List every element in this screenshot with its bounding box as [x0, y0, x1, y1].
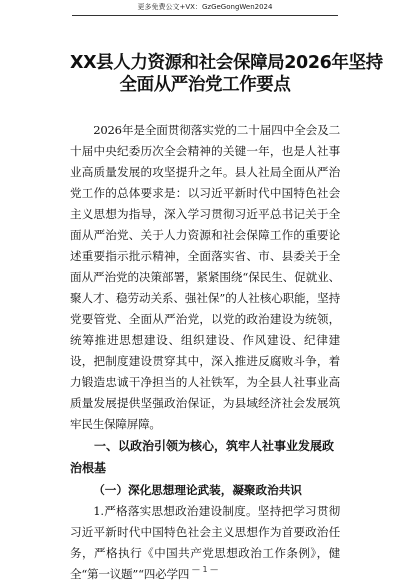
header-rule [72, 15, 338, 16]
section-heading-1: 一、以政治引领为核心，筑牢人社事业发展政治根基 [70, 439, 335, 475]
title-line-2: 全面从严治党工作要点 [119, 75, 291, 95]
subsection-heading-1: （一）深化思想理论武装，凝聚政治共识 [93, 483, 302, 497]
title-line-1: XX县人力资源和社会保障局2026年坚持 [70, 53, 383, 73]
document-title [70, 52, 383, 96]
item-1-paragraph: 1.严格落实思想政治建设制度。坚持把学习贯彻习近平新时代中国特色社会主义思想作为首要政治任务，严格执行《中国共产党思想政治工作条例》，健全“第一议题”“四必学四 [70, 504, 340, 581]
top-banner: 更多免费公文+VX：GzGeGongWen2024 [137, 3, 273, 11]
page-number: — 1 — [191, 565, 219, 574]
document-body [70, 52, 383, 585]
intro-paragraph: 2026年是全面贯彻落实党的二十届四中全会及二十届中央纪委历次全会精神的关键一年，也是人社事业高质量发展的攻坚提升之年。县人社局全面从严治党工作的总体要求是：以习近平新时代中国特色社会主义思想为指导，深入学习贯彻习近平总书记关于全面从严治党、关于人力资源和社会保障工作的重要论述重要指示批示精神，全面落实省、市、县委关于全面从严治党的决策部署，紧紧围绕“保民生、促就业、聚人才、稳劳动关系、强社保”的人社核心职能，坚持党要管党、全面从严治党，以党的政治建设为统领，统筹推进思想建设、组织建设、作风建设、纪律建设，把制度建设贯穿其中，深入推进反腐败斗争，着力锻造忠诚干净担当的人社铁军，为全县人社事业高质量发展提供坚强政治保证，为县域经济社会发展筑牢民生保障屏障。 [70, 123, 340, 431]
